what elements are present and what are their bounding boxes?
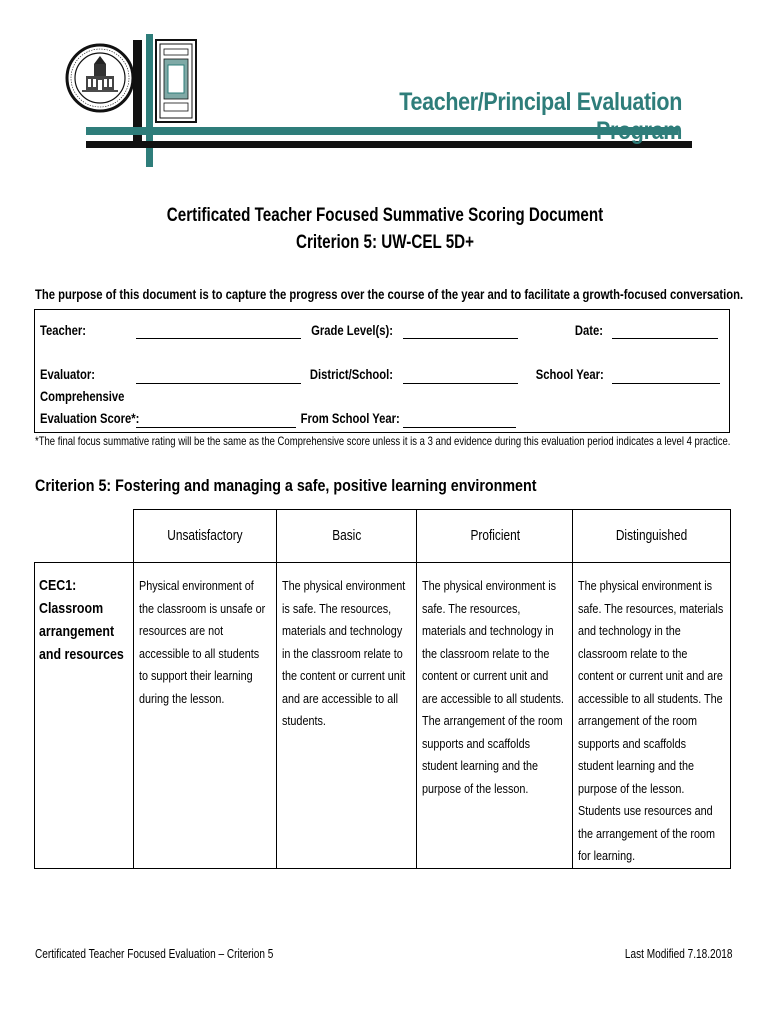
footer-last-modified: Last Modified 7.18.2018 — [624, 947, 732, 961]
district-school-field[interactable] — [403, 369, 518, 384]
document-title-line2: Criterion 5: UW-CEL 5D+ — [295, 232, 475, 253]
document-title — [77, 202, 693, 256]
evaluation-program-logo-icon — [155, 39, 197, 123]
from-school-year-field[interactable] — [403, 413, 516, 428]
criterion-heading: Criterion 5: Fostering and managing a safe, positive learning environment — [35, 476, 537, 495]
document-title-line1: Certificated Teacher Focused Summative Scoring Document — [166, 205, 604, 226]
column-header: Distinguished — [573, 510, 731, 563]
teacher-label: Teacher: — [40, 323, 87, 338]
rubric-table — [34, 509, 731, 869]
purpose-statement: The purpose of this document is to capture the progress over the course of the year and to facilitate a growth-focused conversation. — [35, 287, 744, 302]
district-seal-icon — [64, 38, 136, 132]
column-header: Basic — [276, 510, 417, 563]
district-school-label: District/School: — [309, 367, 393, 382]
comprehensive-label-line1: Comprehensive — [40, 389, 125, 404]
evaluator-label: Evaluator: — [40, 367, 96, 382]
date-field[interactable] — [612, 324, 718, 339]
rubric-cell-distinguished: The physical environment is safe. The resources, materials and technology in the classroom relate to the content or current unit and are accessible to all students. The arrangement of the room supports and scaffolds student learning and the purpose of the lesson. Students use resources and the arrangement of the room for learning. — [573, 563, 731, 869]
row-header: CEC1: Classroom arrangement and resources — [35, 563, 134, 869]
school-year-label: School Year: — [535, 367, 604, 382]
grade-level-label: Grade Level(s): — [311, 323, 393, 338]
from-school-year-label: From School Year: — [300, 411, 400, 426]
date-label: Date: — [574, 323, 603, 338]
comprehensive-score-field[interactable] — [136, 413, 296, 428]
scoring-footnote: *The final focus summative rating will be the same as the Comprehensive score unless it is a 3 and evidence during this evaluation period indicates a level 4 practice. — [35, 435, 731, 448]
column-header: Proficient — [417, 510, 573, 563]
footer-title: Certificated Teacher Focused Evaluation – Criterion 5 — [35, 947, 274, 961]
rubric-corner — [35, 510, 134, 563]
rubric-cell-basic: The physical environment is safe. The resources, materials and technology in the classroom relate to the content or current unit and are accessible to all students. — [276, 563, 417, 869]
grade-level-field[interactable] — [403, 324, 518, 339]
rubric-cell-proficient: The physical environment is safe. The resources, materials and technology in the classroom relate to the content or current unit and are accessible to all students. The arrangement of the room supports and scaffolds student learning and the purpose of the lesson. — [417, 563, 573, 869]
evaluator-field[interactable] — [136, 369, 301, 384]
table-row — [35, 563, 731, 869]
school-year-field[interactable] — [612, 369, 720, 384]
teacher-field[interactable] — [136, 324, 301, 339]
rubric-header-row — [35, 510, 731, 563]
program-title: Teacher/Principal Evaluation Program — [399, 88, 682, 145]
column-header: Unsatisfactory — [134, 510, 276, 563]
rubric-cell-unsatisfactory: Physical environment of the classroom is unsafe or resources are not accessible to all students to support their learning during the lesson. — [134, 563, 276, 869]
comprehensive-label-line2: Evaluation Score*: — [40, 411, 140, 426]
